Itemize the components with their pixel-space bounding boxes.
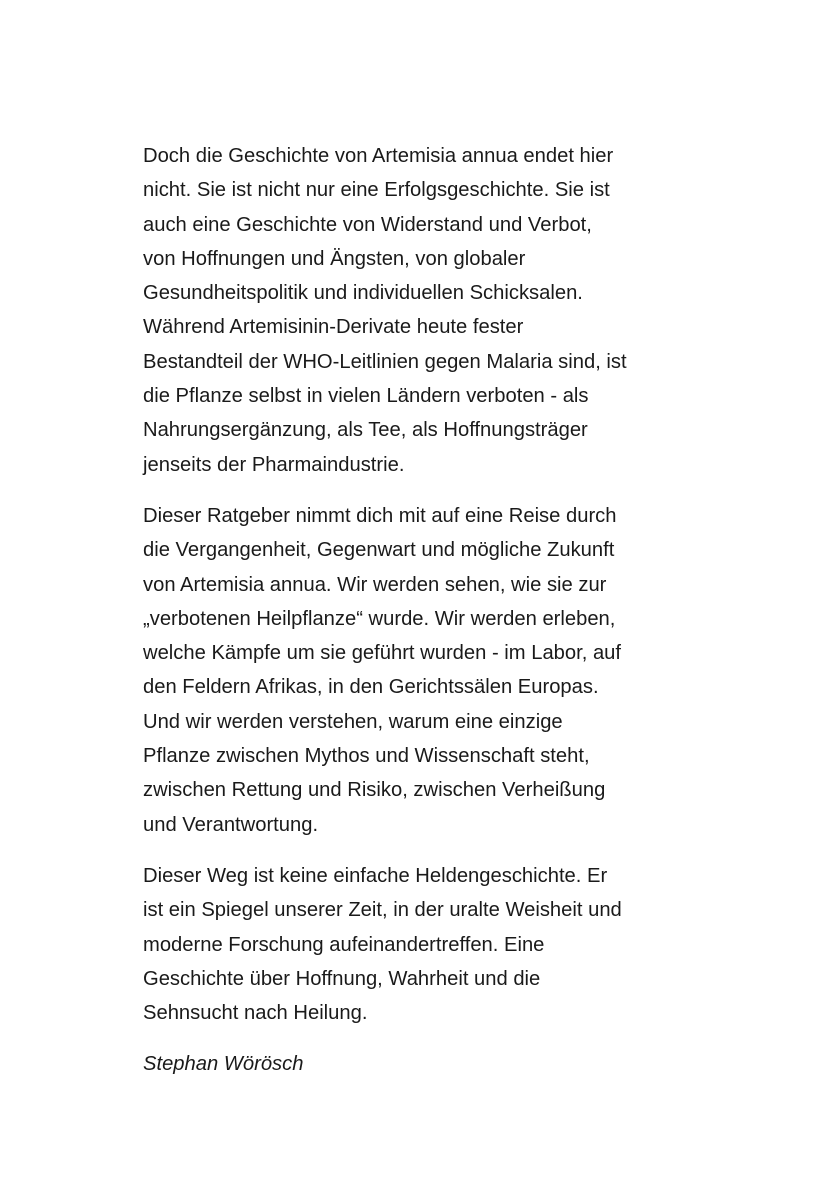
author-signature: Stephan Wörösch — [143, 1053, 304, 1076]
paragraph-line: zwischen Rettung und Risiko, zwischen Verheißung — [143, 779, 606, 802]
paragraph-line: auch eine Geschichte von Widerstand und Verbot, — [143, 213, 592, 236]
paragraph-line: ist ein Spiegel unserer Zeit, in der uralte Weisheit und — [143, 899, 622, 922]
paragraph-line: Während Artemisinin-Derivate heute fester — [143, 316, 524, 339]
paragraph-2 — [143, 499, 713, 842]
paragraph-line: Sehnsucht nach Heilung. — [143, 1002, 368, 1025]
paragraph-3 — [143, 859, 713, 1030]
paragraph-line: die Pflanze selbst in vielen Ländern verboten - als — [143, 385, 589, 408]
paragraph-line: nicht. Sie ist nicht nur eine Erfolgsgeschichte. Sie ist — [143, 179, 610, 202]
paragraph-1 — [143, 139, 713, 482]
paragraph-line: Gesundheitspolitik und individuellen Schicksalen. — [143, 282, 583, 305]
paragraph-line: von Artemisia annua. Wir werden sehen, wie sie zur — [143, 573, 607, 596]
paragraph-line: „verbotenen Heilpflanze“ wurde. Wir werden erleben, — [143, 607, 616, 630]
paragraph-line: Bestandteil der WHO-Leitlinien gegen Malaria sind, ist — [143, 350, 627, 373]
paragraph-line: den Feldern Afrikas, in den Gerichtssälen Europas. — [143, 676, 599, 699]
paragraph-line: die Vergangenheit, Gegenwart und mögliche Zukunft — [143, 539, 615, 562]
paragraph-line: Und wir werden verstehen, warum eine einzige — [143, 710, 563, 733]
paragraph-line: Doch die Geschichte von Artemisia annua endet hier — [143, 145, 614, 167]
paragraph-line: Nahrungsergänzung, als Tee, als Hoffnungsträger — [143, 419, 588, 442]
paragraph-line: Dieser Weg ist keine einfache Heldengeschichte. Er — [143, 864, 608, 887]
paragraph-line: Geschichte über Hoffnung, Wahrheit und die — [143, 967, 541, 990]
document-body — [143, 139, 713, 1082]
paragraph-line: moderne Forschung aufeinandertreffen. Eine — [143, 933, 545, 956]
paragraph-line: jenseits der Pharmaindustrie. — [143, 453, 405, 476]
paragraph-line: welche Kämpfe um sie geführt wurden - im Labor, auf — [143, 642, 622, 665]
paragraph-line: von Hoffnungen und Ängsten, von globaler — [143, 247, 526, 270]
paragraph-line: Pflanze zwischen Mythos und Wissenschaft steht, — [143, 745, 590, 768]
paragraph-line: Dieser Ratgeber nimmt dich mit auf eine Reise durch — [143, 504, 617, 527]
paragraph-line: und Verantwortung. — [143, 813, 319, 836]
